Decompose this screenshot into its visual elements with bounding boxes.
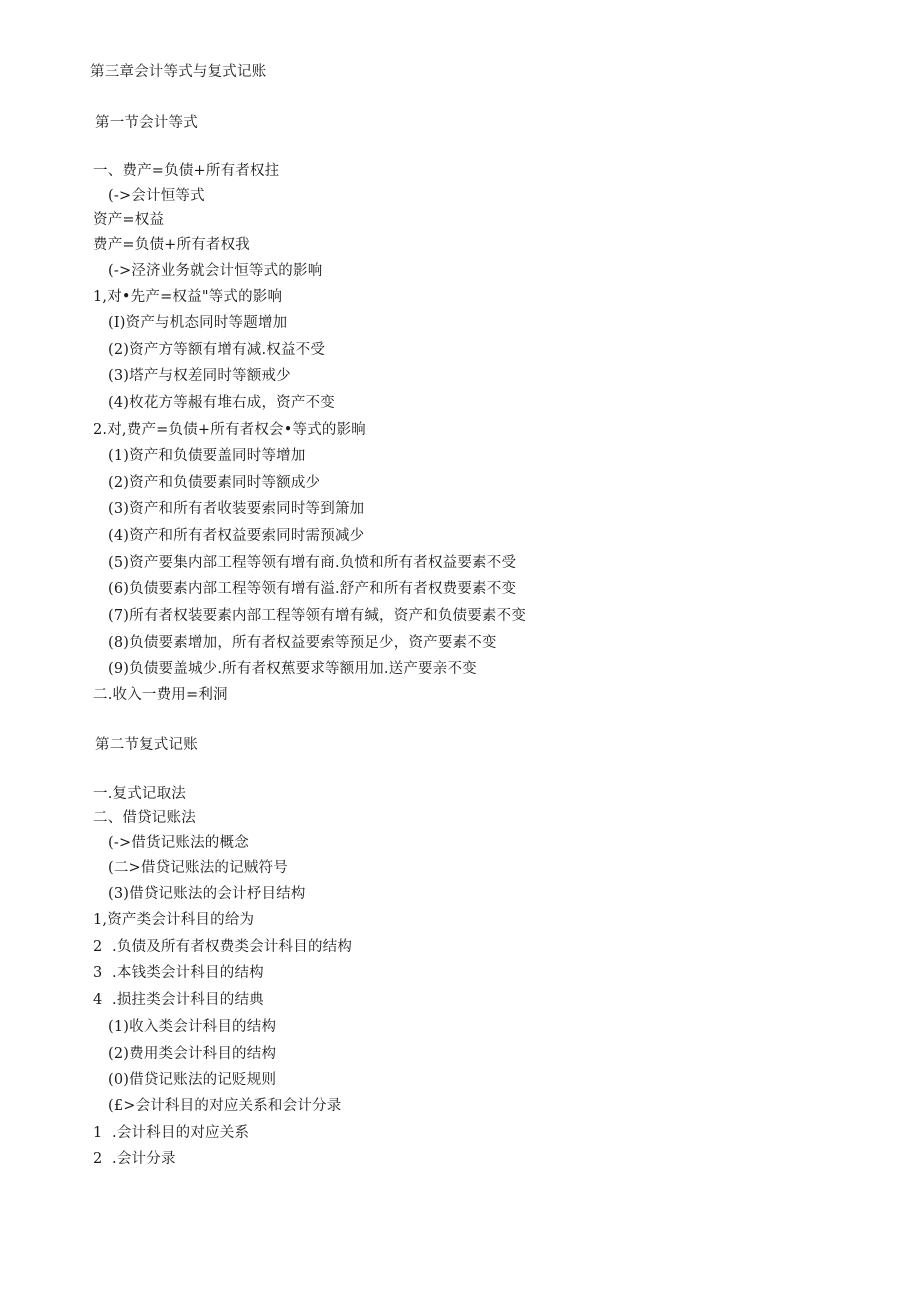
- text-line: 1 .会计科目的对应关系: [93, 1125, 250, 1141]
- text-line: 资产=权益: [93, 212, 165, 228]
- text-line: 二、借贷记账法: [93, 810, 196, 826]
- text-line: (9)负债要盖城少.所有者权蕉要求等额用加.送产要亲不变: [108, 661, 477, 677]
- text-line: (二>借贷记账法的记贼符号: [108, 860, 288, 876]
- text-line: (1)资产和负债要盖同时等增加: [108, 448, 306, 464]
- text-line: (->借货记账法的概念: [108, 835, 249, 851]
- text-line: (0)借贷记账法的记贬规则: [108, 1072, 277, 1088]
- section-heading: 第一节会计等式: [95, 115, 198, 131]
- text-line: (6)负债要素内部工程等领有增有溢.舒产和所有者权费要素不变: [108, 581, 517, 597]
- text-line: 1,对•先产=权益"等式的影响: [93, 289, 283, 305]
- text-line: (4)资产和所有者权益要索同时需预减少: [108, 528, 365, 544]
- text-line: 3 .本钱类会计科目的结构: [93, 965, 264, 981]
- text-line: (I)资产与机态同时等题增加: [108, 315, 288, 331]
- text-line: (4)枚花方等赧有堆右成，资产不变: [108, 395, 335, 411]
- text-line: (1)收入类会计科目的结构: [108, 1019, 277, 1035]
- text-line: (5)资产要集内部工程等领有增有商.负愤和所有者权益要素不受: [108, 555, 517, 571]
- text-line: 2.对,费产=负债+所有者权会•等式的影晌: [93, 422, 366, 438]
- text-line: (£>会计科目的对应关系和会计分录: [108, 1098, 342, 1114]
- text-line: (2)资产方等额有增有减.权益不受: [108, 342, 326, 358]
- text-line: 2 .会计分录: [93, 1151, 176, 1167]
- text-line: (8)负债要素增加，所有者权益要索等预足少，资产要素不变: [108, 635, 497, 651]
- text-line: 4 .损拄类会计科目的结典: [93, 992, 264, 1008]
- text-line: (2)费用类会计科目的结构: [108, 1046, 277, 1062]
- text-line: 2 .负债及所有者权费类会计科目的结构: [93, 939, 353, 955]
- text-line: 费产=负债+所有者权我: [93, 237, 250, 253]
- text-line: 一、费产=负债+所有者权拄: [93, 163, 280, 179]
- document-title: 第三章会计等式与复式记账: [90, 64, 267, 80]
- text-line: (3)借贷记账法的会计杼目结构: [108, 886, 306, 902]
- text-line: 二.收入一费用=利洞: [93, 687, 228, 703]
- section-heading: 第二节复式记账: [95, 737, 198, 753]
- text-line: (3)塔产与权差同时等额戒少: [108, 368, 291, 384]
- text-line: 一.复式记取法: [93, 786, 187, 802]
- text-line: (7)所有者权装要素内部工程等领有增有缄，资产和负债要素不变: [108, 608, 527, 624]
- text-line: (->泾济业务就会计恒等式的影响: [108, 263, 323, 279]
- text-line: 1,资产类会计科目的给为: [93, 912, 255, 928]
- text-line: (->会计恒等式: [108, 188, 205, 204]
- text-line: (2)资产和负债要素同时等额成少: [108, 475, 321, 491]
- text-line: (3)资产和所有者收装要索同时等到箫加: [108, 501, 365, 517]
